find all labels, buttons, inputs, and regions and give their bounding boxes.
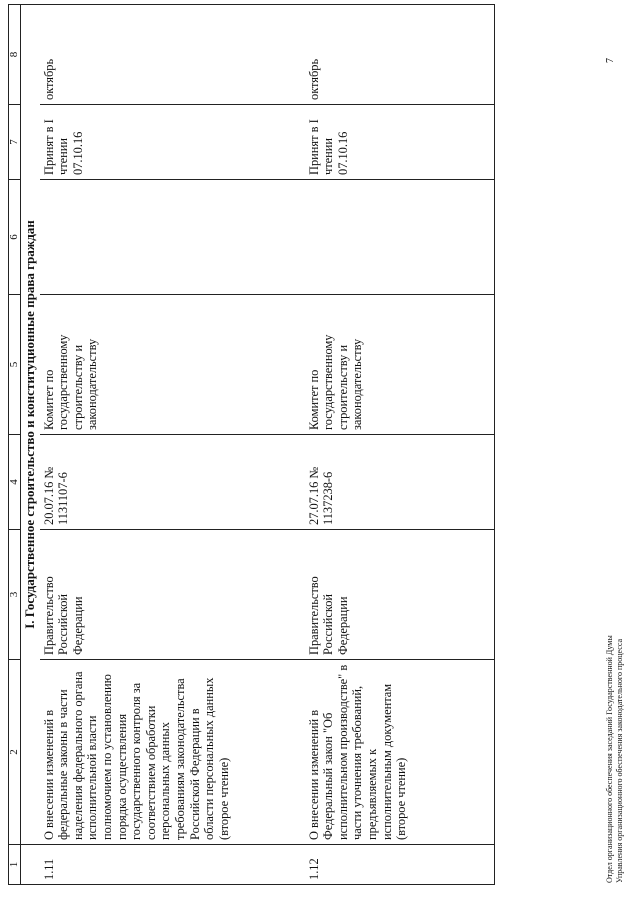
bill-committee: Комитет по государственному строительству и законодательству [305,295,495,435]
bill-status: Принят в I чтении 07.10.16 [40,105,305,180]
row-number: 1.12 [305,845,495,885]
bill-date-number: 27.07.16 № 1137238-6 [305,435,495,530]
bill-status: Принят в I чтении 07.10.16 [305,105,495,180]
bill-month: октябрь [40,5,305,105]
section-row [21,5,40,885]
table-row [40,5,305,885]
footer-line: Отдел организационного обеспечения заседаний Государственной Думы [605,635,614,883]
column-number: 7 [9,105,21,180]
column-number: 4 [9,435,21,530]
column-number: 1 [9,845,21,885]
bill-month: октябрь [305,5,495,105]
bill-col6 [305,180,495,295]
legislation-table [8,4,495,885]
bill-committee: Комитет по государственному строительству и законодательству [40,295,305,435]
section-title: I. Государственное строительство и конституционные права граждан [21,5,40,845]
bill-title: О внесении изменений в Федеральный закон "Об исполнительном производстве" в части уточнения требований, предъявляемых к исполнительным документам (второе чтение) [305,660,495,845]
bill-date-number: 20.07.16 № 1131107-6 [40,435,305,530]
footer-line: Управления организационного обеспечения законодательного процесса [614,638,624,883]
bill-col6 [40,180,305,295]
column-number: 8 [9,5,21,105]
column-number: 5 [9,295,21,435]
bill-author: Правительство Российской Федерации [305,530,495,660]
page-number: 7 [605,58,616,63]
bill-author: Правительство Российской Федерации [40,530,305,660]
column-number: 6 [9,180,21,295]
bill-title: О внесении изменений в федеральные законы в части наделения федерального органа исполнительной власти полномочием по установлению порядка осуществления государственного контроля за соответствием обработки персональных данных требованиям законодательства Российской Федерации в области персональных данных (второе чтение) [40,660,305,845]
column-number: 2 [9,660,21,845]
row-number: 1.11 [40,845,305,885]
column-number-row [9,5,21,885]
footer [605,383,624,883]
table-row [305,5,495,885]
column-number: 3 [9,530,21,660]
